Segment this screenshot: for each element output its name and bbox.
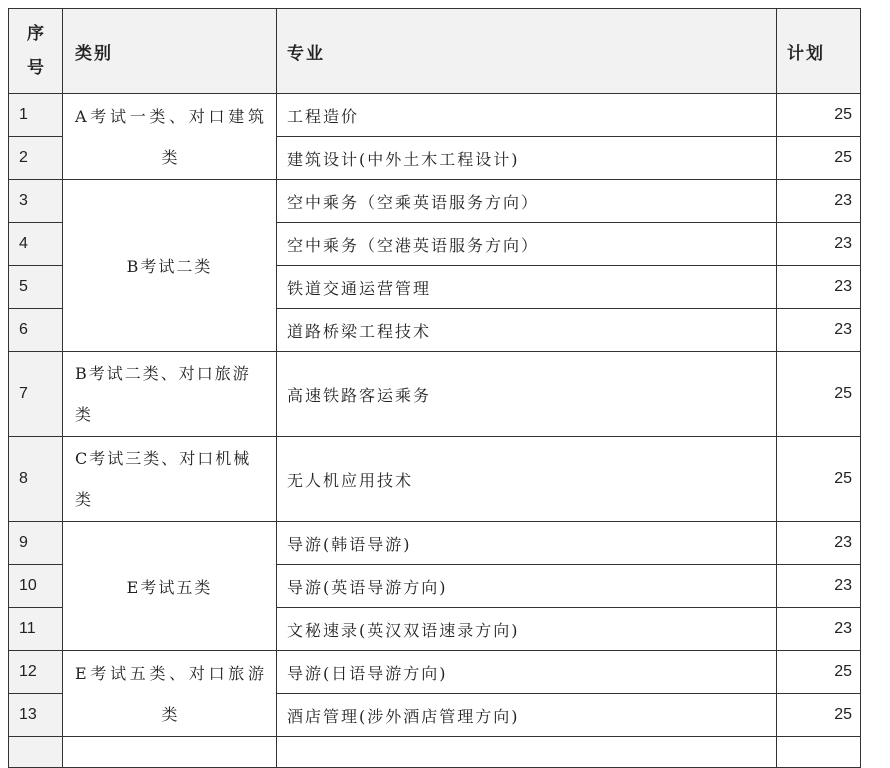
row-no: 4 (9, 223, 63, 266)
row-major: 空中乘务（空乘英语服务方向） (277, 180, 777, 223)
row-no: 9 (9, 522, 63, 565)
row-major: 文秘速录(英汉双语速录方向) (277, 608, 777, 651)
table-row (9, 437, 861, 522)
row-category: E考试五类 (63, 522, 277, 651)
header-category-part1: 类 (75, 43, 94, 64)
header-no (9, 9, 63, 94)
row-no: 13 (9, 694, 63, 737)
row-no: 6 (9, 309, 63, 352)
row-no: 7 (9, 352, 63, 437)
row-major: 酒店管理(涉外酒店管理方向) (277, 694, 777, 737)
enrollment-plan-table (8, 8, 861, 768)
row-plan: 25 (777, 352, 861, 437)
row-plan: 25 (777, 651, 861, 694)
row-major: 导游(英语导游方向) (277, 565, 777, 608)
row-no: 10 (9, 565, 63, 608)
row-plan: 23 (777, 608, 861, 651)
row-no: 1 (9, 94, 63, 137)
row-category-empty (63, 737, 277, 768)
row-major: 空中乘务（空港英语服务方向） (277, 223, 777, 266)
row-major: 建筑设计(中外土木工程设计) (277, 137, 777, 180)
row-major: 工程造价 (277, 94, 777, 137)
row-major-empty (277, 737, 777, 768)
row-no: 8 (9, 437, 63, 522)
header-major: 专业 (277, 9, 777, 94)
row-no: 3 (9, 180, 63, 223)
row-plan: 23 (777, 180, 861, 223)
row-plan: 25 (777, 437, 861, 522)
header-category-part2: 别 (94, 43, 113, 64)
row-major: 铁道交通运营管理 (277, 266, 777, 309)
table-row-partial (9, 737, 861, 768)
row-plan: 25 (777, 694, 861, 737)
table-header-row (9, 9, 861, 94)
row-category: A考试一类、对口建筑类 (63, 94, 277, 180)
row-no-empty (9, 737, 63, 768)
row-category: B考试二类 (63, 180, 277, 352)
row-no: 2 (9, 137, 63, 180)
row-major: 道路桥梁工程技术 (277, 309, 777, 352)
header-category (63, 9, 277, 94)
row-plan: 25 (777, 137, 861, 180)
table-row (9, 94, 861, 137)
row-major: 导游(韩语导游) (277, 522, 777, 565)
header-no-line2: 号 (27, 58, 44, 78)
row-no: 5 (9, 266, 63, 309)
table-row (9, 180, 861, 223)
row-major: 高速铁路客运乘务 (277, 352, 777, 437)
row-no: 12 (9, 651, 63, 694)
row-plan: 23 (777, 309, 861, 352)
row-plan: 23 (777, 565, 861, 608)
row-major: 导游(日语导游方向) (277, 651, 777, 694)
header-plan: 计划 (777, 9, 861, 94)
row-no: 11 (9, 608, 63, 651)
row-category: B考试二类、对口旅游类 (63, 352, 277, 437)
table-row (9, 352, 861, 437)
table-row (9, 651, 861, 694)
row-major: 无人机应用技术 (277, 437, 777, 522)
header-no-line1: 序 (27, 24, 44, 44)
row-plan: 25 (777, 94, 861, 137)
row-plan: 23 (777, 266, 861, 309)
row-category: C考试三类、对口机械类 (63, 437, 277, 522)
row-category: E考试五类、对口旅游类 (63, 651, 277, 737)
row-plan-empty (777, 737, 861, 768)
table-row (9, 522, 861, 565)
row-plan: 23 (777, 522, 861, 565)
row-plan: 23 (777, 223, 861, 266)
